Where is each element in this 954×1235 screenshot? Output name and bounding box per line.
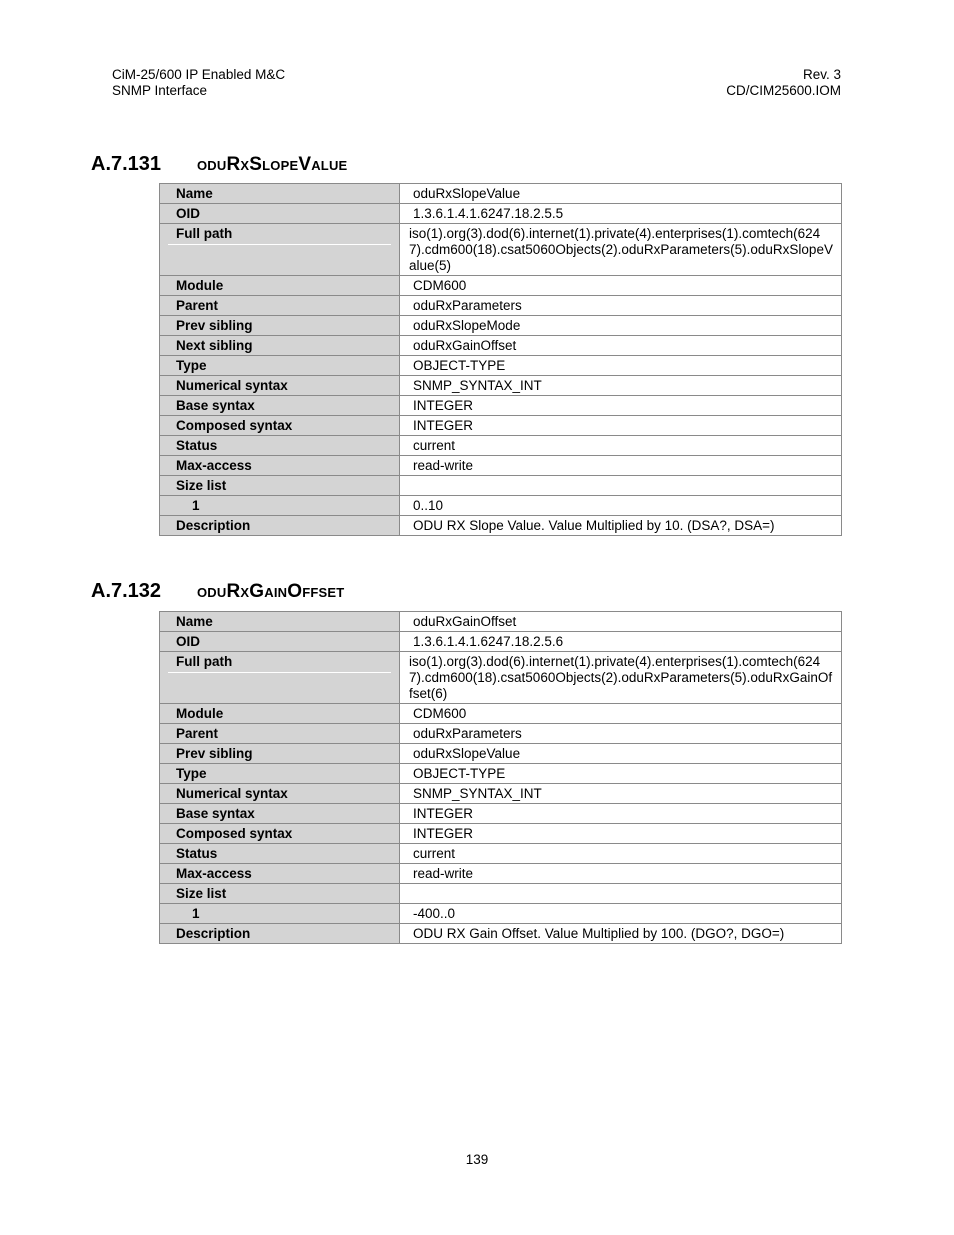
- field-label: Size list: [160, 884, 400, 904]
- table-row: [160, 204, 842, 224]
- table-row: [160, 612, 842, 632]
- field-value: OBJECT-TYPE: [400, 764, 842, 784]
- table-row: [160, 724, 842, 744]
- field-label: Name: [160, 612, 400, 632]
- table-row: [160, 652, 842, 704]
- table-row: [160, 904, 842, 924]
- field-label: Base syntax: [160, 804, 400, 824]
- table-row: [160, 844, 842, 864]
- table-row: [160, 436, 842, 456]
- field-value: read-write: [400, 456, 842, 476]
- table-row: [160, 632, 842, 652]
- table-row: [160, 276, 842, 296]
- table-row: [160, 356, 842, 376]
- document-title: CiM-25/600 IP Enabled M&C: [112, 67, 286, 82]
- field-label: 1: [160, 496, 400, 516]
- field-label: Max-access: [160, 864, 400, 884]
- page-number: 139: [465, 1152, 489, 1167]
- field-label: Module: [160, 704, 400, 724]
- table-row: [160, 704, 842, 724]
- table-row: [160, 456, 842, 476]
- page-header-left: [112, 67, 285, 99]
- field-value: current: [400, 436, 842, 456]
- mib-object-table: [159, 183, 842, 536]
- field-value: SNMP_SYNTAX_INT: [400, 784, 842, 804]
- field-label: Status: [160, 844, 400, 864]
- field-label: OID: [160, 632, 400, 652]
- field-value: current: [400, 844, 842, 864]
- field-label: Composed syntax: [160, 824, 400, 844]
- section-name: oduRxSlopeValue: [197, 154, 348, 175]
- mib-object-table: [159, 611, 842, 944]
- document-code: CD/CIM25600.IOM: [726, 83, 841, 98]
- table-row: [160, 764, 842, 784]
- field-label: Name: [160, 184, 400, 204]
- field-label: 1: [160, 904, 400, 924]
- table-row: [160, 516, 842, 536]
- field-label: Description: [160, 516, 400, 536]
- field-label: Prev sibling: [160, 316, 400, 336]
- field-value: 1.3.6.1.4.1.6247.18.2.5.6: [400, 632, 842, 652]
- field-value: [400, 884, 842, 904]
- field-value: CDM600: [400, 704, 842, 724]
- field-label: Next sibling: [160, 336, 400, 356]
- table-row: [160, 744, 842, 764]
- table-row: [160, 784, 842, 804]
- table-row: [160, 396, 842, 416]
- field-value: SNMP_SYNTAX_INT: [400, 376, 842, 396]
- section-number: A.7.131: [91, 153, 162, 175]
- field-label: Max-access: [160, 456, 400, 476]
- field-value: -400..0: [400, 904, 842, 924]
- field-value: INTEGER: [400, 416, 842, 436]
- field-label: Size list: [160, 476, 400, 496]
- field-value: ODU RX Slope Value. Value Multiplied by 10. (DSA?, DSA=): [400, 516, 842, 536]
- field-value: iso(1).org(3).dod(6).internet(1).private(4).enterprises(1).comtech(6247).cdm600(18).csat5060Objects(2).oduRxParameters(5).oduRxSlopeValue(5): [400, 224, 842, 276]
- table-row: [160, 376, 842, 396]
- table-row: [160, 224, 842, 276]
- field-value: 0..10: [400, 496, 842, 516]
- field-value: ODU RX Gain Offset. Value Multiplied by 100. (DGO?, DGO=): [400, 924, 842, 944]
- field-value: [400, 476, 842, 496]
- field-label: Full path: [176, 654, 233, 669]
- field-label-cell: [160, 652, 400, 704]
- field-label: Prev sibling: [160, 744, 400, 764]
- field-value: oduRxSlopeMode: [400, 316, 842, 336]
- field-label: Module: [160, 276, 400, 296]
- field-value: oduRxParameters: [400, 724, 842, 744]
- table-row: [160, 496, 842, 516]
- field-label: Status: [160, 436, 400, 456]
- divider: [168, 244, 391, 245]
- table-row: [160, 336, 842, 356]
- field-label: Type: [160, 764, 400, 784]
- field-label: Parent: [160, 724, 400, 744]
- field-label: Description: [160, 924, 400, 944]
- field-value: oduRxSlopeValue: [400, 184, 842, 204]
- table-row: [160, 884, 842, 904]
- page-header-right: [726, 67, 841, 99]
- table-row: [160, 184, 842, 204]
- table-row: [160, 316, 842, 336]
- table-row: [160, 804, 842, 824]
- field-value: oduRxSlopeValue: [400, 744, 842, 764]
- field-label: Composed syntax: [160, 416, 400, 436]
- field-label: Parent: [160, 296, 400, 316]
- field-value: INTEGER: [400, 824, 842, 844]
- field-value: 1.3.6.1.4.1.6247.18.2.5.5: [400, 204, 842, 224]
- section-heading: [91, 576, 344, 604]
- table-row: [160, 476, 842, 496]
- field-label: Numerical syntax: [160, 376, 400, 396]
- field-label: Base syntax: [160, 396, 400, 416]
- table-row: [160, 824, 842, 844]
- field-label-cell: [160, 224, 400, 276]
- field-value: read-write: [400, 864, 842, 884]
- divider: [168, 672, 391, 673]
- revision-label: Rev. 3: [802, 67, 841, 82]
- section-heading: [91, 149, 347, 177]
- table-row: [160, 296, 842, 316]
- field-value: oduRxGainOffset: [400, 612, 842, 632]
- field-value: iso(1).org(3).dod(6).internet(1).private(4).enterprises(1).comtech(6247).cdm600(18).csat5060Objects(2).oduRxParameters(5).oduRxGainOffset(6): [400, 652, 842, 704]
- field-value: CDM600: [400, 276, 842, 296]
- document-subtitle: SNMP Interface: [112, 83, 208, 98]
- field-value: INTEGER: [400, 396, 842, 416]
- field-value: oduRxParameters: [400, 296, 842, 316]
- field-label: Numerical syntax: [160, 784, 400, 804]
- table-row: [160, 924, 842, 944]
- field-value: oduRxGainOffset: [400, 336, 842, 356]
- field-value: OBJECT-TYPE: [400, 356, 842, 376]
- field-label: OID: [160, 204, 400, 224]
- field-label: Full path: [176, 226, 233, 241]
- table-row: [160, 864, 842, 884]
- section-name: oduRxGainOffset: [197, 581, 345, 602]
- section-number: A.7.132: [91, 580, 162, 602]
- table-row: [160, 416, 842, 436]
- field-value: INTEGER: [400, 804, 842, 824]
- field-label: Type: [160, 356, 400, 376]
